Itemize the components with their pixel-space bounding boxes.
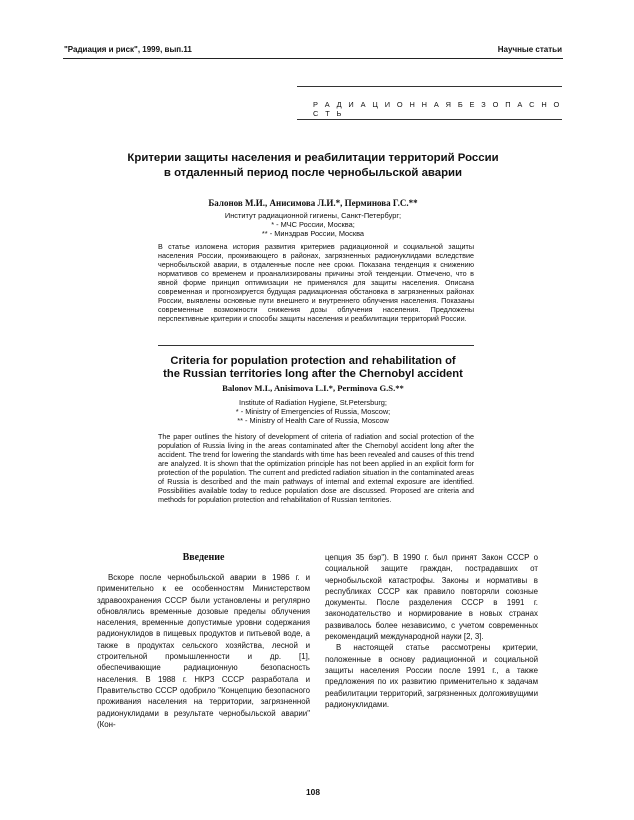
abstract-divider	[158, 345, 474, 346]
title-russian-line-1: Критерии защиты населения и реабилитации территорий России	[127, 152, 499, 164]
section-band	[297, 86, 562, 120]
affiliation-line: ** - Ministry of Health Care of Russia, Moscow	[237, 416, 389, 426]
affiliations-english	[64, 398, 562, 426]
body-column-left	[97, 552, 310, 730]
body-paragraph: В настоящей статье рассмотрены критерии, положенные в основу радиационной и социальной защиты населения России после 1991 г., а также предложения по их развитию применительно к задачам реабилитации территорий, загрязненных долгоживущими радионуклидами.	[325, 643, 538, 709]
title-english	[64, 355, 562, 381]
title-english-line-2: the Russian territories long after the Chernobyl accident	[163, 368, 463, 380]
authors-english: Balonov M.I., Anisimova L.I.*, Perminova G.S.**	[222, 383, 404, 393]
affiliation-line: Институт радиационной гигиены, Санкт-Петербург;	[224, 211, 402, 220]
journal-citation: "Радиация и риск", 1999, вып.11	[64, 45, 192, 54]
running-header	[64, 45, 562, 54]
authors-russian: Балонов М.И., Анисимова Л.И.*, Перминова Г.С.**	[208, 198, 418, 208]
intro-heading: Введение	[182, 552, 225, 563]
section-label: Р А Д И А Ц И О Н Н А Я Б Е З О П А С Н О С Т Ь	[313, 100, 562, 118]
title-russian	[64, 151, 562, 181]
body-paragraph: цепция 35 бэр"). В 1990 г. был принят Закон СССР о социальной защите граждан, пострадавших от чернобыльской катастрофы. Законы и нормативы в республиках СССР как правило повторяли союзные документы. После разделения СССР в 1991 г. законодательство и нормирование в новых странах развивалось более независимо, с учетом современных рекомендаций международной науки [2, 3].	[325, 553, 538, 642]
abstract-russian-text: В статье изложена история развития критериев радиационной и социальной защиты населения России, проживающего в районах, загрязненных радионуклидами вследствие чернобыльской аварии, в отдаленные после нее сроки. Показана тенденция к снижению нормативов со временем и проанализированы причины этой тенденции. Отмечено, что в явной форме принцип оптимизации не применялся для защиты населения. Описана современная и прогнозируется будущая радиационная обстановка в загрязненных районах России, выявлены основные пути внешнего и внутреннего облучения населения. Показаны современные возможности снижения дозы облучения населения. Предложены перспективные критерии и способы защиты населения и реабилитации территорий России.	[158, 242, 474, 323]
abstract-english	[158, 432, 474, 504]
affiliation-line: ** - Минздрав России, Москва	[261, 229, 365, 239]
affiliation-line: * - Ministry of Emergencies of Russia, Moscow;	[235, 407, 391, 417]
affiliations-russian	[64, 211, 562, 239]
abstract-english-text: The paper outlines the history of development of criteria of radiation and social protection of the population of Russia living in the areas contaminated after the Chernobyl accident long after the accident. The trend for lowering the standards with time has been revealed and causes of this trend are analyzed. It is shown that the optimization principle has not been applied in an explicit form for protection of the population. The current and predicted radiation situation in the contaminated areas of Russia is described and the main pathways of internal and external exposure are identified. Possibilities available today to reduce population dose are discussed. Proposed are criteria and methods for population protection and rehabilitation of Russian territories.	[158, 432, 474, 504]
page-number: 108	[306, 787, 320, 797]
title-english-line-1: Criteria for population protection and rehabilitation of	[170, 355, 456, 367]
body-paragraph: Вскоре после чернобыльской аварии в 1986 г. и применительно к ее особенностям Министерством здравоохранения СССР были установлены и регулярно обновлялись временные дозовые пределы облучения населения, временные допустимые уровни содержания радионуклидов в пищевых продуктов и питьевой воде, а также в продуктах сельского хозяйства, лесной и строительной промышленности и др. [1], обеспечивающие радиационную безопасность населения. В 1988 г. НКРЗ СССР разработала и Правительство СССР одобрило "Концепцию безопасного проживания населения на территории, загрязненной радионуклидами в результате чернобыльской аварии" (Кон-	[97, 573, 310, 729]
abstract-russian	[158, 242, 474, 323]
affiliation-line: * - МЧС России, Москва;	[271, 220, 355, 230]
affiliation-line: Institute of Radiation Hygiene, St.Petersburg;	[239, 398, 387, 407]
body-column-right	[325, 552, 538, 710]
header-divider	[63, 58, 563, 59]
section-band-top-rule	[297, 86, 562, 87]
section-type: Научные статьи	[497, 45, 562, 54]
title-russian-line-2: в отдаленный период после чернобыльской аварии	[163, 167, 463, 179]
section-band-bottom-rule	[297, 119, 562, 120]
